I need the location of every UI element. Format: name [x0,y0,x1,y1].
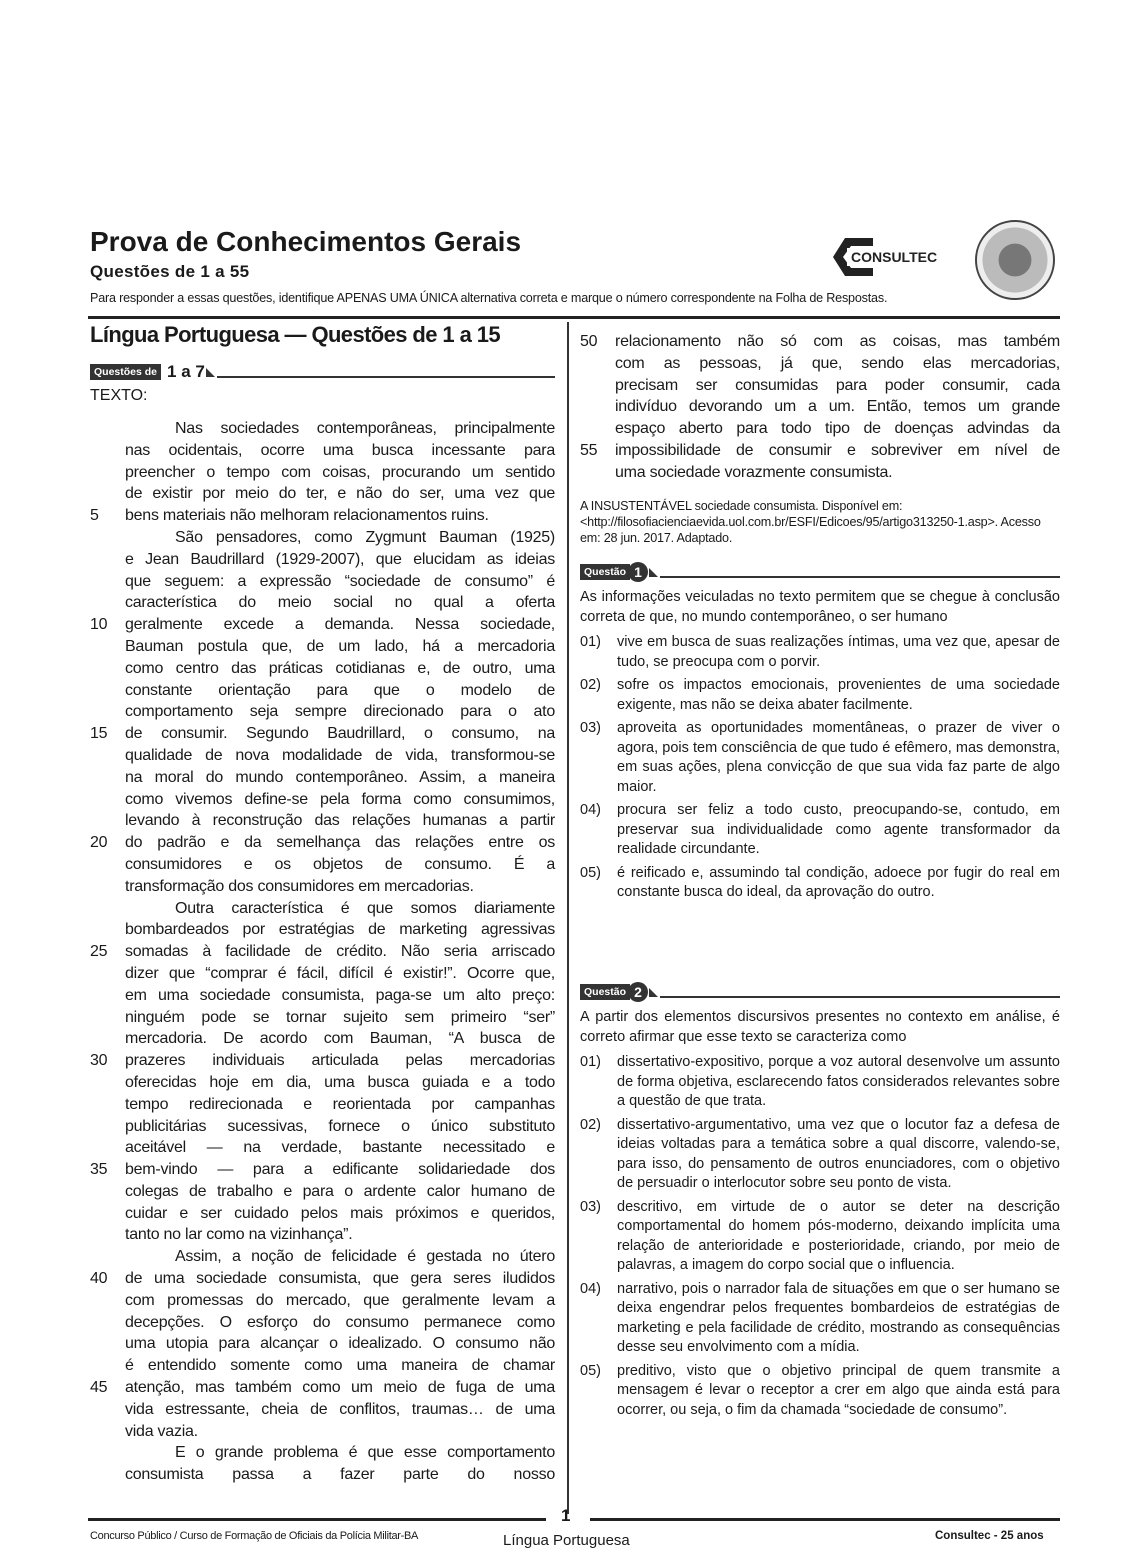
line-text: e Jean Baudrillard (1929-2007), que elucidam as ideias [125,550,555,568]
alternative-key: 05) [580,1362,601,1379]
passage-line [580,462,1060,484]
line-text: vida vazia. [125,1422,198,1440]
line-text: atenção, mas também como um meio de fuga de uma [125,1379,555,1397]
alternative-key: 01) [580,634,601,650]
passage-line [90,1464,555,1486]
line-text: uma sociedade vorazmente consumista. [615,463,893,481]
alternative-text: vive em busca de suas realizações íntimas, uma vez que, apesar de tudo, se preocupa com o porvir. [617,634,1060,670]
line-text: Nas sociedades contemporâneas, principalmente [175,420,555,437]
passage-line [90,505,555,527]
passage-line [580,440,1060,462]
line-number: 50 [580,333,598,350]
passage-line [90,1007,555,1029]
passage-line [90,1333,555,1355]
footer-subject: Língua Portuguesa [503,1532,630,1549]
alternative-text: dissertativo-expositivo, porque a voz autoral desenvolve um assunto de forma objetiva, esclarecendo fatos considerados relevantes sobre a questão de que trata. [617,1054,1060,1109]
text-label: TEXTO: [90,387,148,404]
exam-subtitle: Questões de 1 a 55 [90,262,250,281]
alternative [580,1362,1060,1421]
line-text: geralmente excede a demanda. Nessa sociedade, [125,616,555,634]
passage-line [90,1399,555,1421]
line-text: Outra característica é que somos diariamente [175,899,555,917]
alternative-text: aproveita as oportunidades momentâneas, o prazer de viver o agora, pois tem consciência de que tudo é efêmero, mas demonstra, em suas ações, plena convicção de que sua vida faz parte de algo maior. [617,720,1060,795]
line-number: 40 [90,1270,108,1288]
line-text: nas ocidentais, ocorre uma busca incessante para [125,441,555,459]
question-header [580,562,1060,582]
line-text: dizer que “comprar é fácil, difícil é existir!”. Ocorre que, [125,964,555,982]
triangle-icon [206,368,215,377]
alternative-key: 05) [580,864,601,881]
passage-line [90,592,555,614]
triangle-icon [649,568,658,577]
header-rule [88,316,1060,319]
line-text: de consumir. Segundo Baudrillard, o consumo, na [125,725,555,743]
alternative [580,676,1060,715]
page-number: 1 [561,1506,571,1525]
line-text: com as pessoas, já que, sendo elas mercadorias, [615,354,1060,372]
passage-line [90,810,555,832]
passage-line [90,919,555,941]
line-text: tempo redirecionada e reorientada por campanhas [125,1095,555,1113]
question-2 [580,982,1060,1424]
line-text: decepções. O esforço do consumo permanece como [125,1313,555,1331]
passage-line [90,1224,555,1246]
passage-line [90,789,555,811]
line-text: espaço aberto para todo tipo de doenças advindas da [615,420,1060,438]
line-text: de uma sociedade consumista, que gera seres iludidos [125,1270,555,1288]
passage-line [90,985,555,1007]
police-seal-logo [975,220,1055,300]
alternative-text: dissertativo-argumentativo, uma vez que o locutor faz a defesa de ideias voltadas para a temática sobre a qual discorre, valendo-se, para isso, do pensamento de outros enunciadores, com o objetivo de persuadir o interlocutor sobre seu ponto de vista. [617,1116,1060,1191]
line-text: é entendido somente como uma maneira de chamar [125,1357,555,1375]
passage-line [90,527,555,549]
line-text: ninguém pode se tornar sujeito sem primeiro “ser” [125,1008,555,1026]
line-number: 45 [90,1379,108,1397]
passage-line [90,549,555,571]
footer-rule-right [590,1518,1060,1521]
passage-source: A INSUSTENTÁVEL sociedade consumista. Disponível em: <http://filosofiacienciaevida.uol.com.br/ESFI/Edicoes/95/artigo313250-1.asp>. Acesso em: 28 jun. 2017. Adaptado. [580,499,1041,545]
question-1 [580,562,1060,907]
line-text: somadas à facilidade de crédito. Não seria arriscado [125,943,555,961]
passage-line [90,1159,555,1181]
passage-line [90,1355,555,1377]
passage-line [90,614,555,636]
question-badge: Questão [580,564,630,580]
footer-publisher: Consultec - 25 anos [935,1530,1044,1542]
line-text: como centro das práticas cotidianas e, de outro, uma [125,659,555,677]
line-text: comportamento seja sempre direcionado para o ato [125,703,555,721]
line-text: aceitável — na verdade, bastante necessitado e [125,1139,555,1157]
line-text: oferecidas hoje em dia, uma busca guiada e a todo [125,1073,555,1091]
alternative-text: sofre os impactos emocionais, provenientes de uma sociedade exigente, mas não se deixa abater facilmente. [617,677,1060,713]
line-text: qualidade de nova modalidade de vida, transformou-se [125,746,555,764]
passage-line [90,745,555,767]
passage-line [90,941,555,963]
passage-right-column [580,331,1060,484]
footer-exam-name: Concurso Público / Curso de Formação de Oficiais da Polícia Militar-BA [90,1530,419,1542]
passage-line [90,462,555,484]
passage-line [90,1377,555,1399]
group-rule [217,376,555,378]
group-badge: Questões de [90,364,161,380]
line-text: precisam ser consumidas para poder consumir, cada [615,376,1060,394]
question-number: 2 [628,982,648,1002]
alternative [580,1053,1060,1112]
alternative-text: é reificado e, assumindo tal condição, adoece por fugir do real em constante busca do ideal, da aprovação do outro. [617,864,1060,900]
line-text: preencher o tempo com coisas, procurando um sentido [125,463,555,481]
alternative-key: 01) [580,1054,601,1070]
alternatives-list [580,1053,1060,1420]
alternative [580,864,1060,903]
line-number: 5 [90,507,99,525]
line-text: indivíduo devorando um a um. Então, temos um grande [615,398,1060,416]
alternative [580,1280,1060,1358]
passage-line [90,1290,555,1312]
passage-line [90,1072,555,1094]
passage-line [90,701,555,723]
line-text: prazeres individuais articulada pelas mercadorias [125,1052,555,1070]
passage-line [90,723,555,745]
passage-line [90,680,555,702]
passage-line [90,483,555,505]
passage-line [90,636,555,658]
line-text: São pensadores, como Zygmunt Bauman (1925) [175,528,555,546]
passage-line [90,963,555,985]
question-badge: Questão [580,984,630,1000]
alternative [580,719,1060,797]
passage-line [90,854,555,876]
line-text: cuidar e ser cuidado pelos mais próximos e queridos, [125,1204,555,1222]
line-text: mercadoria. De acordo com Bauman, “A busca de [125,1030,555,1048]
line-number: 15 [90,725,108,743]
line-text: que seguem: a expressão “sociedade de consumo” é [125,572,555,590]
exam-title: Prova de Conhecimentos Gerais [90,226,522,257]
passage-line [90,1137,555,1159]
passage-line [90,767,555,789]
passage-line [580,331,1060,353]
alternative [580,633,1060,672]
line-text: do padrão e da semelhança das relações entre os [125,834,555,852]
line-number: 30 [90,1052,108,1070]
line-text: levando à reconstrução das relações humanas a partir [125,812,555,830]
question-group-header [90,362,555,382]
line-text: bem-vindo — para a edificante solidariedade dos [125,1161,555,1179]
svg-text:CONSULTEC: CONSULTEC [851,249,938,265]
passage-line [580,418,1060,440]
footer-rule-left [88,1518,546,1521]
passage-line [580,375,1060,397]
line-text: vida estressante, cheia de conflitos, traumas… de uma [125,1400,555,1418]
passage-line [90,898,555,920]
instructions: Para responder a essas questões, identifique APENAS UMA ÚNICA alternativa correta e marque o número correspondente na Folha de Respostas. [90,291,888,305]
line-number: 55 [580,441,598,459]
line-text: bens materiais não melhoram relacionamentos ruins. [125,507,489,525]
question-rule [660,576,1060,578]
line-text: transformação dos consumidores em mercadorias. [125,877,474,895]
alternative [580,1116,1060,1194]
alternative-text: descritivo, em virtude de o autor se deter na descrição comportamental do homem pós-moderno, deixando implícita uma relação de anterioridade e posterioridade, criando, por meio de palavras, a imagem do corpo social que o influencia. [617,1198,1060,1273]
passage-line [90,1181,555,1203]
alternative-text: procura ser feliz a todo custo, preocupando-se, contudo, em preservar sua individualidade como agente transformador da realidade circundante. [617,802,1060,857]
passage-line [90,876,555,898]
line-text: relacionamento não só com as coisas, mas também [615,333,1060,350]
question-stem: As informações veiculadas no texto permitem que se chegue à conclusão correta de que, no mundo contemporâneo, o ser humano [580,589,1060,625]
passage-left-column [90,418,555,1486]
passage-line [90,418,555,440]
line-text: característica do meio social no qual a oferta [125,594,555,612]
passage-line [90,1421,555,1443]
line-text: em uma sociedade consumista, paga-se um alto preço: [125,986,555,1004]
alternative-text: narrativo, pois o narrador fala de situações em que o ser humano se deixa engendrar pelos frequentes bombardeios de estratégias de marketing e pela facilidade de crédito, mostrando as consequências desse seu envolvimento com a mídia. [617,1280,1060,1355]
line-text: Bauman postula que, de um lado, há a mercadoria [125,637,555,655]
passage-line [90,658,555,680]
question-header [580,982,1060,1002]
passage-line [90,1268,555,1290]
line-number: 25 [90,943,108,961]
line-text: bombardeados por estratégias de marketing agressivas [125,921,555,939]
column-divider [567,322,569,1514]
line-number: 20 [90,834,108,852]
line-text: uma utopia para alcançar o idealizado. O consumo não [125,1335,555,1353]
consultec-logo [833,236,943,278]
line-text: colegas de trabalho e para o ardente calor humano de [125,1182,555,1200]
passage-line [580,396,1060,418]
passage-line [90,1312,555,1334]
alternative-text: preditivo, visto que o objetivo principal de quem transmite a mensagem é levar o receptor a crer em algo que ainda está para ocorrer, ou seja, o fim da chamada “sociedade de consumo”. [617,1362,1060,1418]
line-text: E o grande problema é que esse comportamento [175,1444,555,1462]
question-number: 1 [628,562,648,582]
alternative-key: 03) [580,1198,601,1215]
passage-line [90,571,555,593]
passage-line [90,1028,555,1050]
line-text: com promessas do mercado, que geralmente levam a [125,1291,555,1309]
line-number: 35 [90,1161,108,1179]
line-text: Assim, a noção de felicidade é gestada no útero [175,1248,555,1266]
line-text: impossibilidade de consumir e sobreviver em nível de [615,441,1060,459]
line-text: consumidores e os objetos de consumo. É a [125,855,555,873]
alternative [580,1198,1060,1276]
alternatives-list [580,633,1060,903]
line-number: 10 [90,616,108,634]
line-text: publicitárias sucessivas, fornece o único substituto [125,1117,555,1135]
section-title: Língua Portuguesa — Questões de 1 a 15 [90,322,500,347]
line-text: constante orientação para que o modelo de [125,681,555,699]
passage-line [90,1116,555,1138]
passage-line [90,1442,555,1464]
alternative-key: 03) [580,720,601,736]
line-text: de existir por meio do ter, e não do ser, uma vez que [125,485,555,503]
alternative [580,801,1060,860]
question-stem: A partir dos elementos discursivos presentes no contexto em análise, é correto afirmar que esse texto se caracteriza como [580,1009,1060,1045]
triangle-icon [649,988,658,997]
alternative-key: 02) [580,1116,601,1133]
passage-line [90,1203,555,1225]
alternative-key: 04) [580,1280,601,1297]
passage-line [90,832,555,854]
passage-line [90,440,555,462]
line-text: tanto no lar como na vizinhança”. [125,1226,353,1244]
passage-line [580,353,1060,375]
alternative-key: 02) [580,677,601,693]
group-range: 1 a 7 [167,362,205,381]
line-text: na moral do mundo contemporâneo. Assim, a maneira [125,768,555,786]
passage-line [90,1246,555,1268]
line-text: como vivemos define-se pela forma como consumimos, [125,790,555,808]
passage-line [90,1094,555,1116]
alternative-key: 04) [580,802,601,818]
line-text: consumista passa a fazer parte do nosso [125,1466,555,1484]
question-rule [660,996,1060,998]
passage-line [90,1050,555,1072]
